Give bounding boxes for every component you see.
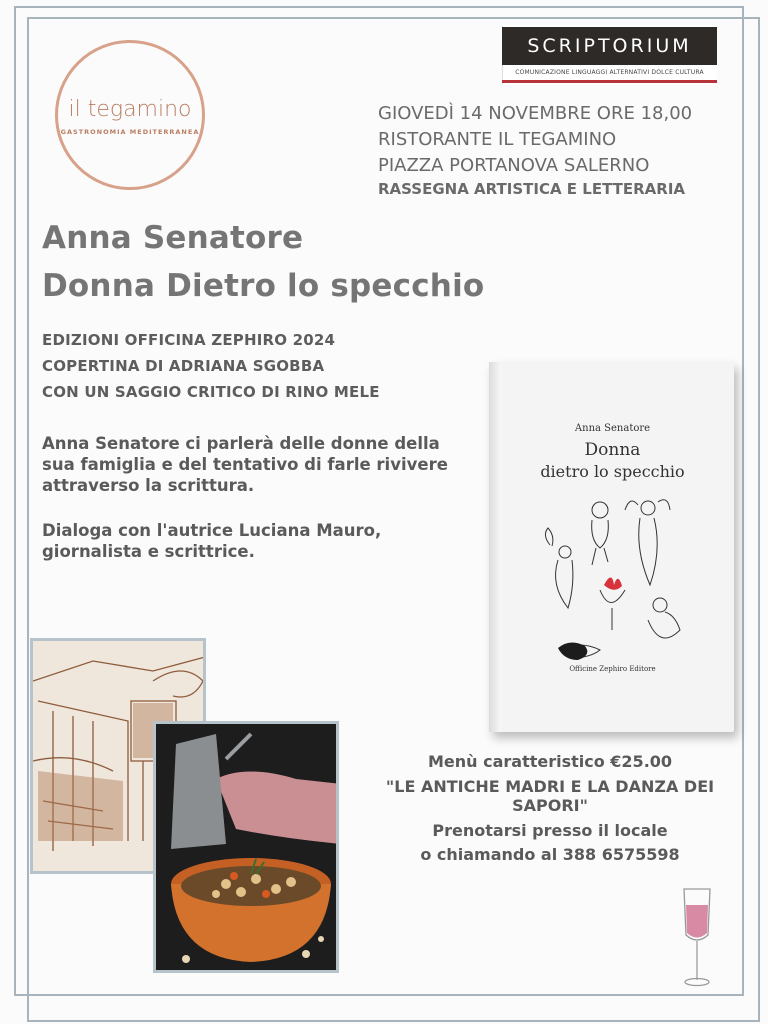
booking-line-2: o chiamando al 388 6575598 xyxy=(420,845,680,864)
edition-publisher: EDIZIONI OFFICINA ZEPHIRO 2024 xyxy=(42,331,336,349)
restaurant-logo-tagline: GASTRONOMIA MEDITERRANEA xyxy=(60,128,200,136)
menu-name: "LE ANTICHE MADRI E LA DANZA DEI SAPORI" xyxy=(385,777,715,815)
booking-line-1: Prenotarsi presso il locale xyxy=(432,821,668,840)
food-photo xyxy=(153,721,339,973)
headline-title: Donna Dietro lo specchio xyxy=(42,268,485,304)
book-spine xyxy=(489,362,501,732)
scriptorium-logo-name: SCRIPTORIUM xyxy=(502,27,717,65)
soup-pot-image xyxy=(156,724,339,973)
event-series: RASSEGNA ARTISTICA E LETTERARIA xyxy=(378,180,686,198)
book-title-line1: Donna xyxy=(584,440,641,460)
book-illustration xyxy=(530,490,700,665)
menu-price: Menù caratteristico €25.00 xyxy=(427,752,673,771)
restaurant-logo-name: il tegamino xyxy=(68,97,192,122)
scriptorium-logo-underline xyxy=(502,80,717,83)
headline-author: Anna Senatore xyxy=(42,220,304,256)
edition-cover: COPERTINA DI ADRIANA SGOBBA xyxy=(42,357,325,375)
event-date: GIOVEDÌ 14 NOVEMBRE ORE 18,00 xyxy=(378,103,693,124)
moderator-paragraph: Dialoga con l'autrice Luciana Mauro, giornalista e scrittrice. xyxy=(42,521,382,561)
book-author: Anna Senatore xyxy=(574,423,651,434)
description-paragraph: Anna Senatore ci parlerà delle donne della sua famiglia e del tentativo di farle rivivere attraverso la scrittura. xyxy=(42,434,448,495)
event-address: PIAZZA PORTANOVA SALERNO xyxy=(378,155,650,176)
wine-glass-icon xyxy=(680,885,714,990)
event-venue: RISTORANTE IL TEGAMINO xyxy=(378,129,617,150)
book-title-line2: dietro lo specchio xyxy=(540,462,685,481)
book-publisher: Officine Zephiro Editore xyxy=(569,665,656,673)
scriptorium-logo-tagline: COMUNICAZIONE LINGUAGGI ALTERNATIVI DOLCE CULTURA xyxy=(515,69,704,76)
edition-essay: CON UN SAGGIO CRITICO DI RINO MELE xyxy=(42,383,380,401)
